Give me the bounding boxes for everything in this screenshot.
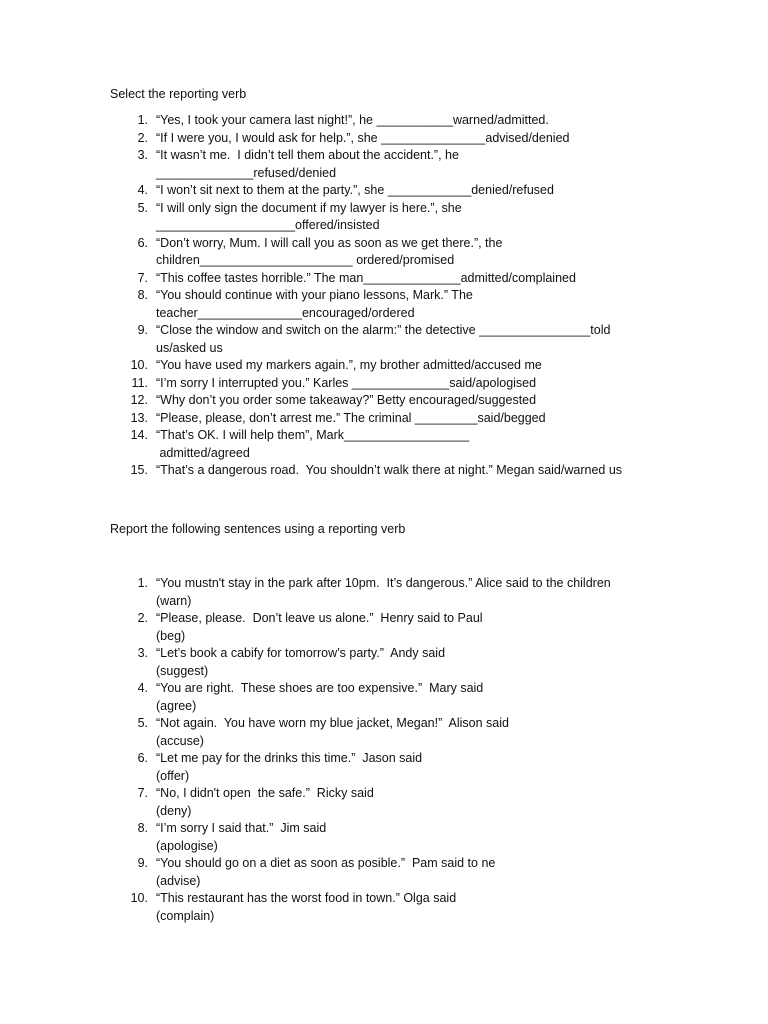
- item-text: “I’m sorry I interrupted you.” Karles ______________said/apologised: [156, 375, 537, 390]
- report-sentence-item: [0, 575, 656, 610]
- item-text-continued: (deny): [156, 803, 192, 818]
- item-number: 2.: [137, 611, 148, 625]
- item-text-continued: (accuse): [156, 733, 204, 748]
- item-text: “You are right. These shoes are too expensive.” Mary said: [156, 681, 484, 695]
- item-number: 2.: [137, 130, 148, 145]
- item-number: 7.: [137, 270, 148, 285]
- item-text: “I’m sorry I said that.” Jim said: [156, 821, 327, 835]
- item-text: “Don’t worry, Mum. I will call you as soon as we get there.”, the: [156, 235, 503, 250]
- item-text: “That’s OK. I will help them”, Mark__________________: [156, 428, 470, 442]
- item-text-continued: (agree): [156, 698, 197, 713]
- item-text: “Let me pay for the drinks this time.” Jason said: [156, 751, 423, 765]
- item-number: 8.: [137, 821, 148, 835]
- select-verb-item: [0, 200, 656, 235]
- item-text: “If I were you, I would ask for help.”, she _______________advised/denied: [156, 130, 570, 145]
- item-text: “Please, please, don’t arrest me.” The criminal _________said/begged: [156, 410, 546, 425]
- select-verb-item: [0, 322, 656, 357]
- report-sentence-item: [0, 890, 656, 925]
- item-text: “Why don’t you order some takeaway?” Betty encouraged/suggested: [156, 393, 537, 407]
- select-verb-item: [0, 112, 656, 130]
- select-verb-item: [0, 392, 656, 410]
- item-text-continued: ______________refused/denied: [156, 165, 337, 180]
- item-number: 4.: [137, 681, 148, 695]
- item-number: 4.: [137, 183, 148, 197]
- item-text: “This restaurant has the worst food in town.” Olga said: [156, 891, 457, 905]
- item-text: “It wasn’t me. I didn’t tell them about the accident.”, he: [156, 148, 459, 162]
- select-verb-item: [0, 235, 656, 270]
- item-number: 5.: [137, 200, 148, 215]
- item-number: 8.: [137, 288, 148, 302]
- item-text: “Yes, I took your camera last night!”, he ___________warned/admitted.: [156, 113, 549, 127]
- item-text-continued: us/asked us: [156, 340, 223, 355]
- item-text-continued: (advise): [156, 873, 201, 888]
- report-sentence-item: [0, 680, 656, 715]
- select-verb-list: [0, 112, 656, 480]
- item-text: “You mustn't stay in the park after 10pm. It’s dangerous.” Alice said to the children: [156, 576, 611, 590]
- select-verb-item: [0, 427, 656, 462]
- item-number: 1.: [137, 113, 148, 127]
- item-text: “That’s a dangerous road. You shouldn’t walk there at night.” Megan said/warned us: [156, 463, 623, 477]
- item-text-continued: (beg): [156, 628, 186, 643]
- select-verb-item: [0, 357, 656, 375]
- item-number: 3.: [137, 646, 148, 660]
- report-sentence-item: [0, 855, 656, 890]
- item-text-continued: children______________________ ordered/promised: [156, 253, 455, 267]
- select-verb-item: [0, 410, 656, 428]
- select-verb-item: [0, 462, 656, 480]
- item-text: “No, I didn't open the safe.” Ricky said: [156, 786, 374, 800]
- item-text-continued: (suggest): [156, 663, 209, 678]
- item-number: 10.: [130, 358, 148, 372]
- report-sentences-list: [0, 575, 656, 925]
- report-sentence-item: [0, 820, 656, 855]
- item-number: 3.: [137, 148, 148, 162]
- item-text: “Not again. You have worn my blue jacket, Megan!” Alison said: [156, 716, 509, 730]
- item-number: 6.: [137, 235, 148, 250]
- item-number: 9.: [137, 323, 148, 337]
- report-sentence-item: [0, 610, 656, 645]
- item-text-continued: (apologise): [156, 838, 218, 853]
- item-text-continued: ____________________offered/insisted: [156, 218, 380, 232]
- item-text: “You should continue with your piano lessons, Mark.” The: [156, 288, 473, 302]
- select-verb-item: [0, 130, 656, 148]
- item-text: “This coffee tastes horrible.” The man______________admitted/complained: [156, 270, 576, 285]
- item-number: 10.: [130, 891, 148, 905]
- item-number: 14.: [130, 428, 148, 442]
- item-number: 15.: [130, 463, 148, 477]
- item-number: 11.: [131, 375, 148, 390]
- report-sentence-item: [0, 785, 656, 820]
- item-number: 7.: [137, 786, 148, 800]
- report-sentence-item: [0, 715, 656, 750]
- item-number: 6.: [137, 751, 148, 765]
- item-text-continued: teacher_______________encouraged/ordered: [156, 305, 415, 320]
- item-text-continued: (offer): [156, 768, 190, 783]
- report-sentence-item: [0, 750, 656, 785]
- item-text: “Let’s book a cabify for tomorrow’s party.” Andy said: [156, 646, 446, 660]
- section-heading-select: Select the reporting verb: [110, 87, 247, 101]
- item-number: 5.: [137, 716, 148, 730]
- item-text-continued: admitted/agreed: [156, 445, 250, 460]
- item-text: “You have used my markers again.”, my brother admitted/accused me: [156, 358, 542, 372]
- select-verb-item: [0, 270, 656, 288]
- report-sentence-item: [0, 645, 656, 680]
- item-text: “I won’t sit next to them at the party.”, she ____________denied/refused: [156, 183, 554, 197]
- select-verb-item: [0, 375, 656, 393]
- item-text: “Please, please. Don’t leave us alone.” Henry said to Paul: [156, 611, 483, 625]
- item-number: 13.: [130, 410, 148, 425]
- item-text: “Close the window and switch on the alarm:” the detective ________________told: [156, 323, 611, 337]
- item-text-continued: (complain): [156, 908, 215, 923]
- item-number: 9.: [137, 856, 148, 870]
- item-number: 1.: [137, 576, 148, 590]
- section-heading-report: Report the following sentences using a reporting verb: [110, 522, 406, 536]
- item-text-continued: (warn): [156, 593, 192, 608]
- select-verb-item: [0, 182, 656, 200]
- item-text: “You should go on a diet as soon as posible.” Pam said to ne: [156, 856, 496, 870]
- select-verb-item: [0, 147, 656, 182]
- select-verb-item: [0, 287, 656, 322]
- item-number: 12.: [130, 393, 148, 407]
- item-text: “I will only sign the document if my lawyer is here.”, she: [156, 200, 462, 215]
